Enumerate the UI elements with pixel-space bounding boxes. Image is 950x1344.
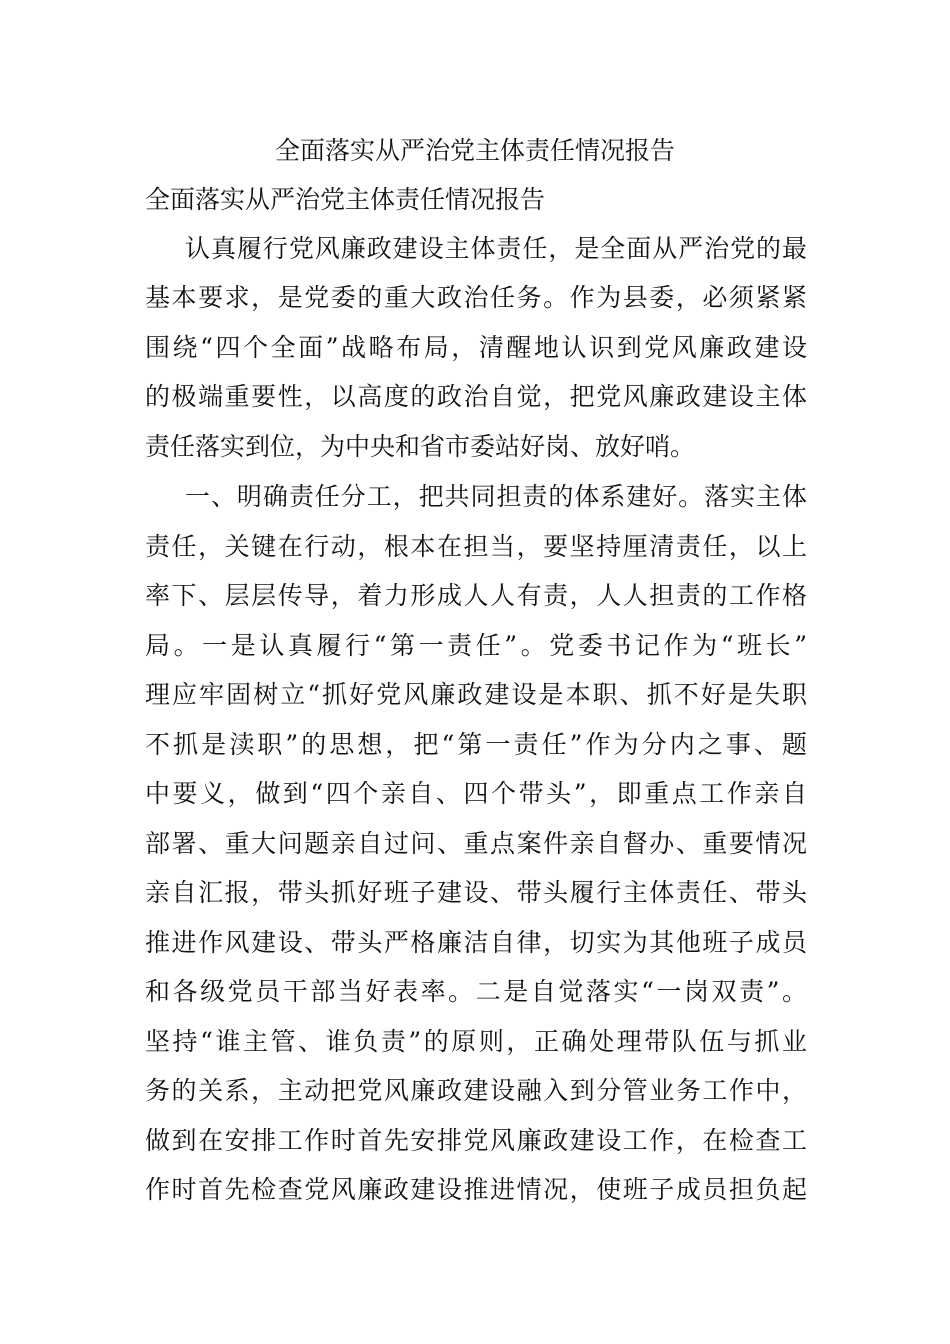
body-line: 坚持“谁主管、谁负责”的原则，正确处理带队伍与抓业 xyxy=(145,1027,807,1056)
document-title: 全面落实从严治党主体责任情况报告 xyxy=(274,136,675,165)
body-line: 理应牢固树立“抓好党风廉政建设是本职、抓不好是失职 xyxy=(145,680,807,709)
body-line: 责任，关键在行动，根本在担当，要坚持厘清责任，以上 xyxy=(145,532,807,561)
body-line: 部署、重大问题亲自过问、重点案件亲自督办、重要情况 xyxy=(145,829,807,858)
body-line: 亲自汇报，带头抓好班子建设、带头履行主体责任、带头 xyxy=(145,878,807,907)
body-line: 一、明确责任分工，把共同担责的体系建好。落实主体 xyxy=(185,482,807,511)
body-line: 中要义，做到“四个亲自、四个带头”，即重点工作亲自 xyxy=(145,779,807,808)
body-line: 局。一是认真履行“第一责任”。党委书记作为“班长” xyxy=(145,631,807,660)
body-line: 率下、层层传导，着力形成人人有责，人人担责的工作格 xyxy=(145,581,807,610)
body-line: 作时首先检查党风廉政建设推进情况，使班子成员担负起 xyxy=(145,1175,807,1204)
body-line: 的极端重要性，以高度的政治自觉，把党风廉政建设主体 xyxy=(145,382,807,411)
body-line: 不抓是渎职”的思想，把“第一责任”作为分内之事、题 xyxy=(145,730,807,759)
body-line: 责任落实到位，为中央和省市委站好岗、放好哨。 xyxy=(145,432,696,461)
body-line: 围绕“四个全面”战略布局，清醒地认识到党风廉政建设 xyxy=(145,333,807,362)
body-line: 基本要求，是党委的重大政治任务。作为县委，必须紧紧 xyxy=(145,283,807,312)
body-line: 做到在安排工作时首先安排党风廉政建设工作，在检查工 xyxy=(145,1126,807,1155)
document-subtitle: 全面落实从严治党主体责任情况报告 xyxy=(145,185,546,214)
body-line: 认真履行党风廉政建设主体责任，是全面从严治党的最 xyxy=(185,234,807,263)
body-line: 务的关系，主动把党风廉政建设融入到分管业务工作中， xyxy=(145,1076,807,1105)
body-line: 推进作风建设、带头严格廉洁自律，切实为其他班子成员 xyxy=(145,928,807,957)
body-line: 和各级党员干部当好表率。二是自觉落实“一岗双责”。 xyxy=(145,977,807,1006)
